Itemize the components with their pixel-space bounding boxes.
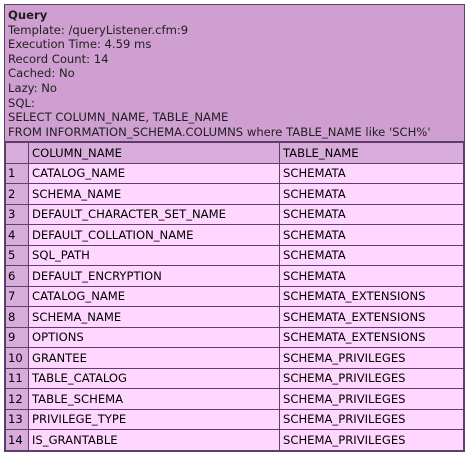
- table-name-cell: SCHEMA_PRIVILEGES: [280, 430, 464, 451]
- column-name-cell: SCHEMA_NAME: [29, 307, 280, 328]
- table-row: [6, 286, 464, 307]
- row-number: 6: [6, 266, 29, 287]
- table-row: [6, 225, 464, 246]
- row-number: 13: [6, 409, 29, 430]
- table-name-cell: SCHEMATA_EXTENSIONS: [280, 327, 464, 348]
- row-number: 14: [6, 430, 29, 451]
- column-name-cell: SCHEMA_NAME: [29, 184, 280, 205]
- column-name-cell: DEFAULT_COLLATION_NAME: [29, 225, 280, 246]
- table-name-cell: SCHEMATA_EXTENSIONS: [280, 286, 464, 307]
- table-name-cell: SCHEMATA: [280, 266, 464, 287]
- template-info: Template: /queryListener.cfm:9: [8, 22, 189, 37]
- query-title: Query: [8, 8, 48, 22]
- cached-status: Cached: No: [8, 66, 75, 81]
- table-row: [6, 368, 464, 389]
- row-number: 4: [6, 225, 29, 246]
- column-name-cell: IS_GRANTABLE: [29, 430, 280, 451]
- table-name-cell: SCHEMATA: [280, 184, 464, 205]
- table-row: [6, 389, 464, 410]
- row-number: 10: [6, 348, 29, 369]
- row-number: 9: [6, 327, 29, 348]
- query-dump-panel: [4, 4, 465, 452]
- query-metadata: [5, 5, 464, 142]
- table-header-row: [6, 143, 464, 164]
- sql-label: SQL:: [8, 95, 35, 110]
- table-row: [6, 184, 464, 205]
- column-name-cell: TABLE_SCHEMA: [29, 389, 280, 410]
- row-number: 11: [6, 368, 29, 389]
- table-name-cell: SCHEMATA_EXTENSIONS: [280, 307, 464, 328]
- table-row: [6, 327, 464, 348]
- column-name-cell: TABLE_CATALOG: [29, 368, 280, 389]
- column-name-cell: CATALOG_NAME: [29, 286, 280, 307]
- column-name-cell: CATALOG_NAME: [29, 163, 280, 184]
- table-name-cell: SCHEMA_PRIVILEGES: [280, 409, 464, 430]
- row-number: 2: [6, 184, 29, 205]
- column-name-cell: GRANTEE: [29, 348, 280, 369]
- column-name-header: COLUMN_NAME: [29, 143, 280, 164]
- table-name-cell: SCHEMA_PRIVILEGES: [280, 368, 464, 389]
- table-row: [6, 163, 464, 184]
- column-name-cell: PRIVILEGE_TYPE: [29, 409, 280, 430]
- row-number: 1: [6, 163, 29, 184]
- table-name-cell: SCHEMATA: [280, 225, 464, 246]
- table-row: [6, 409, 464, 430]
- row-number: 12: [6, 389, 29, 410]
- table-row: [6, 266, 464, 287]
- row-number-header: [6, 143, 29, 164]
- table-name-cell: SCHEMA_PRIVILEGES: [280, 389, 464, 410]
- table-row: [6, 307, 464, 328]
- column-name-cell: OPTIONS: [29, 327, 280, 348]
- table-name-header: TABLE_NAME: [280, 143, 464, 164]
- row-number: 3: [6, 204, 29, 225]
- row-number: 8: [6, 307, 29, 328]
- sql-select-line: SELECT COLUMN_NAME, TABLE_NAME: [8, 110, 229, 125]
- column-name-cell: DEFAULT_ENCRYPTION: [29, 266, 280, 287]
- row-number: 7: [6, 286, 29, 307]
- results-table: [5, 142, 464, 451]
- table-name-cell: SCHEMATA: [280, 204, 464, 225]
- execution-time: Execution Time: 4.59 ms: [8, 37, 152, 52]
- table-name-cell: SCHEMATA: [280, 163, 464, 184]
- row-number: 5: [6, 245, 29, 266]
- column-name-cell: DEFAULT_CHARACTER_SET_NAME: [29, 204, 280, 225]
- lazy-status: Lazy: No: [8, 80, 58, 95]
- sql-from-line: FROM INFORMATION_SCHEMA.COLUMNS where TABLE_NAME like 'SCH%': [8, 124, 431, 139]
- record-count: Record Count: 14: [8, 51, 109, 66]
- table-row: [6, 430, 464, 451]
- table-row: [6, 348, 464, 369]
- column-name-cell: SQL_PATH: [29, 245, 280, 266]
- table-name-cell: SCHEMATA: [280, 245, 464, 266]
- table-name-cell: SCHEMA_PRIVILEGES: [280, 348, 464, 369]
- table-row: [6, 245, 464, 266]
- table-row: [6, 204, 464, 225]
